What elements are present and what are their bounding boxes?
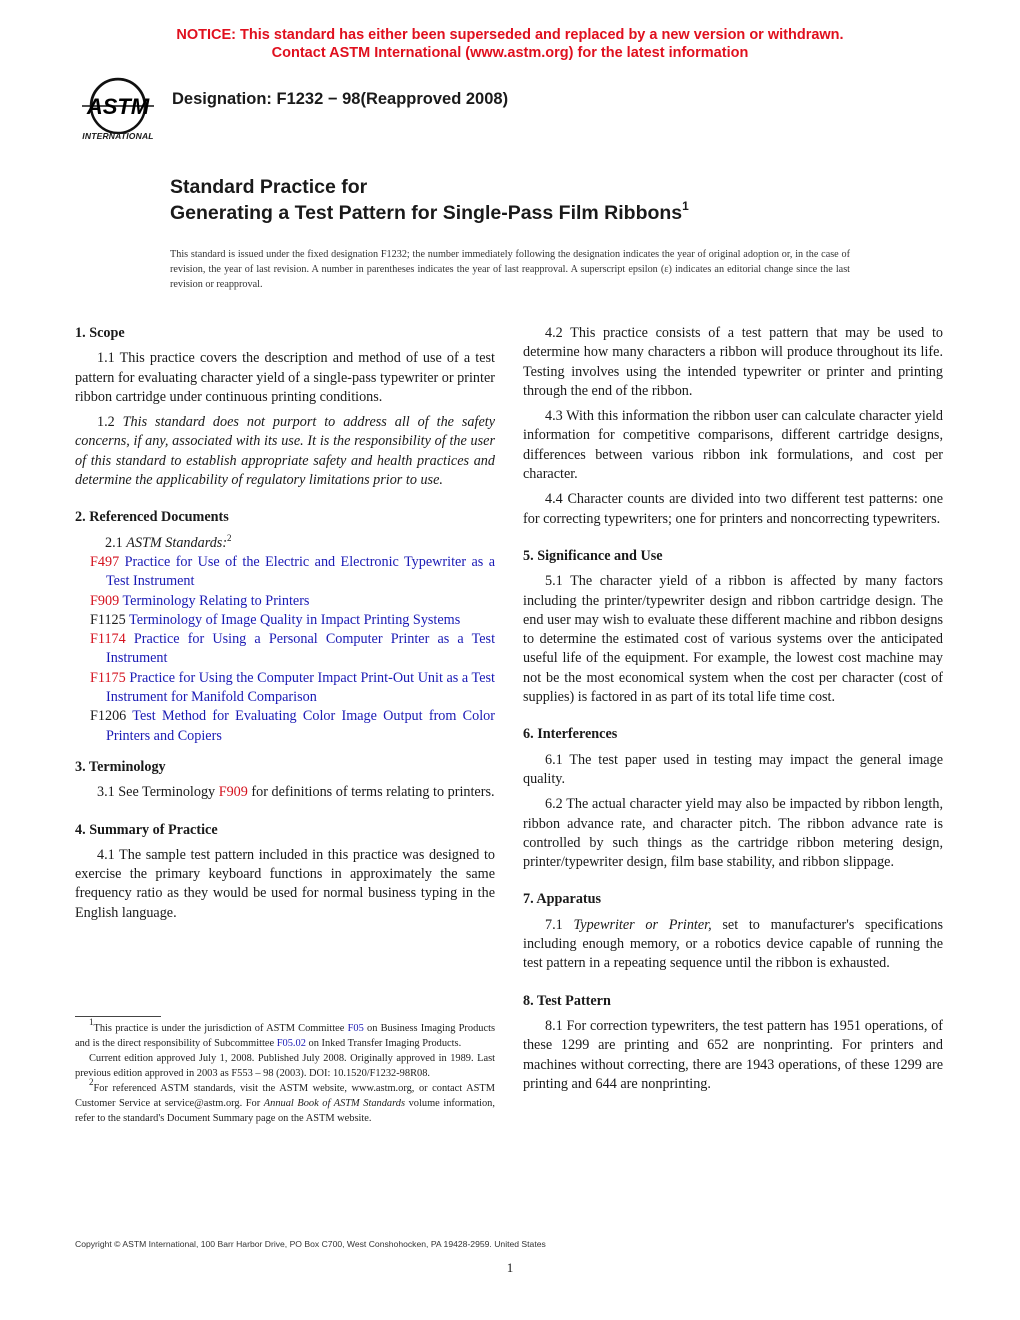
summary-4-4: 4.4 Character counts are divided into two different test patterns: one for correcting typewriters; one for printers and noncorrecting typewriters. <box>523 491 943 527</box>
interferences-heading: 6. Interferences <box>523 726 618 743</box>
astm-standards-label: 2.1 ASTM Standards:$^2$ <box>105 532 232 551</box>
significance-5-1: 5.1 The character yield of a ribbon is affected by many factors including the printer/typewriter design and ribbon cartridge design. The end user may wish to evaluate these different machine and ribbon designs to determine the estimated cost of various systems over the anticipated useful life of the equipment. For example, the lowest cost machine may not be the most economical system when the cost per character (cost of supplies) is factored in as part of its total life time cost. <box>523 573 943 706</box>
astm-logo <box>72 76 164 146</box>
apparatus-7-1: 7.1 Typewriter or Printer, set to manufacturer's specifications including enough memory, or a robotics device capable of running the test pattern in a repeating sequence until the ribbon is exhausted. <box>523 916 944 972</box>
footnote-1: $^1$This practice is under the jurisdiction of ASTM Committee F05 on Business Imaging Products and is the direct responsibility of Subcommittee F05.02 on Inked Transfer Imaging Products. <box>75 1017 495 1049</box>
interferences-6-2: 6.2 The actual character yield may also be impacted by ribbon length, ribbon advance rate, and character pitch. The ribbon advance rate is controlled by such things as the cartridge ribbon metering design, printer/typewriter design, film base stability, and ribbon slippage. <box>523 796 943 871</box>
left-column <box>75 324 495 929</box>
preamble: This standard is issued under the fixed designation F1232; the number immediately following the designation indicates the year of original adoption or, in the case of revision, the year of last revision. A number in parentheses indicates the year of last reapproval. A superscript epsilon (ε) indicates an editorial change since the last revision or reapproval. <box>170 249 850 290</box>
summary-4-2: 4.2 This practice consists of a test pattern that may be used to determine how many characters a ribbon will produce throughout its life. Testing involves using the intended typewriter or printer and printing through the end of the ribbon. <box>523 325 943 399</box>
right-column <box>523 324 943 1100</box>
title-footnote-mark: 1 <box>682 199 689 213</box>
logo-letters: ASTM <box>86 94 150 119</box>
reference-f1206[interactable]: F1206 Test Method for Evaluating Color Image Output from Color Printers and Copiers <box>90 708 495 744</box>
title-line-2: Generating a Test Pattern for Single-Pass Film Ribbons$^1$ <box>170 199 689 224</box>
reference-f909[interactable]: F909 Terminology Relating to Printers <box>90 592 310 609</box>
footnotes <box>75 1017 495 1126</box>
footnote-f05-link[interactable]: F05 <box>347 1023 364 1034</box>
terminology-heading: 3. Terminology <box>75 758 166 775</box>
footnote-divider <box>75 1016 161 1017</box>
scope-1-2: 1.2 This standard does not purport to address all of the safety concerns, if any, associated with its use. It is the responsibility of the user of this standard to establish appropriate safety and health practices and determine the applicability of regulatory limitations prior to use. <box>75 414 495 489</box>
terminology-f909-link[interactable]: F909 <box>218 784 248 801</box>
interferences-6-1: 6.1 The test paper used in testing may impact the general image quality. <box>523 751 943 787</box>
withdrawal-notice <box>0 26 1020 62</box>
footnote-2: $^2$For referenced ASTM standards, visit the ASTM website, www.astm.org, or contact ASTM Customer Service at service@astm.org. For Annual Book of ASTM Standards volume information, refer to the standard's Document Summary page on the ASTM website. <box>75 1077 495 1124</box>
test-pattern-heading: 8. Test Pattern <box>523 992 611 1009</box>
astm-emblem-icon <box>72 76 164 134</box>
terminology-3-1: 3.1 See Terminology F909 for definitions of terms relating to printers. <box>97 784 495 801</box>
footnote-1-edition: Current edition approved July 1, 2008. Published July 2008. Originally approved in 1989. Last previous edition approved in 2003 as F553 – 98 (2003). DOI: 10.1520/F1232-98R08. <box>75 1053 495 1079</box>
scope-heading: 1. Scope <box>75 325 125 341</box>
scope-1-1: 1.1 This practice covers the description and method of use of a test pattern for evaluating character yield of a single-pass typewriter or printer ribbon cartridge under continuous printing conditions. <box>75 350 495 405</box>
title-line-1: Standard Practice for <box>170 176 368 198</box>
reference-f1125[interactable]: F1125 Terminology of Image Quality in Impact Printing Systems <box>90 611 461 628</box>
reference-f1174[interactable]: F1174 Practice for Using a Personal Computer Printer as a Test Instrument <box>90 631 496 667</box>
footnote-f0502-link[interactable]: F05.02 <box>276 1038 306 1049</box>
notice-line-1: NOTICE: This standard has either been superseded and replaced by a new version or withdrawn. <box>176 27 844 43</box>
apparatus-heading: 7. Apparatus <box>523 891 602 908</box>
test-pattern-8-1: 8.1 For correction typewriters, the test pattern has 1951 operations, of these 1299 are printing and 652 are nonprinting. For printers and machines without correcting, there are 1943 operations, of these 1299 are printing and 644 are nonprinting. <box>523 1017 943 1092</box>
reference-f497[interactable]: F497 Practice for Use of the Electric and Electronic Typewriter as a Test Instrument <box>90 553 495 590</box>
designation: Designation: F1232 − 98(Reapproved 2008) <box>172 90 509 108</box>
summary-4-1: 4.1 The sample test pattern included in this practice was designed to exercise the primary keyboard functions in approximately the same frequency ratio as they would be used for normal business typing in the English language. <box>75 846 495 921</box>
copyright: Copyright © ASTM International, 100 Barr Harbor Drive, PO Box C700, West Conshohocken, PA 19428-2959. United States <box>75 1239 546 1249</box>
reference-f1175[interactable]: F1175 Practice for Using the Computer Impact Print-Out Unit as a Test Instrument for Manifold Comparison <box>90 669 495 706</box>
summary-heading: 4. Summary of Practice <box>75 821 218 838</box>
significance-heading: 5. Significance and Use <box>523 547 663 564</box>
page-number: 1 <box>506 1260 514 1275</box>
logo-wordmark: INTERNATIONAL <box>82 131 154 141</box>
document-title <box>170 174 689 226</box>
referenced-documents-heading: 2. Referenced Documents <box>75 509 229 526</box>
summary-4-3: 4.3 With this information the ribbon user can calculate character yield information for competitive comparisons, different cartridge designs, differences between various ribbon ink formulations, and cost per character. <box>523 408 943 483</box>
notice-line-2: Contact ASTM International (www.astm.org) for the latest information <box>271 45 749 61</box>
